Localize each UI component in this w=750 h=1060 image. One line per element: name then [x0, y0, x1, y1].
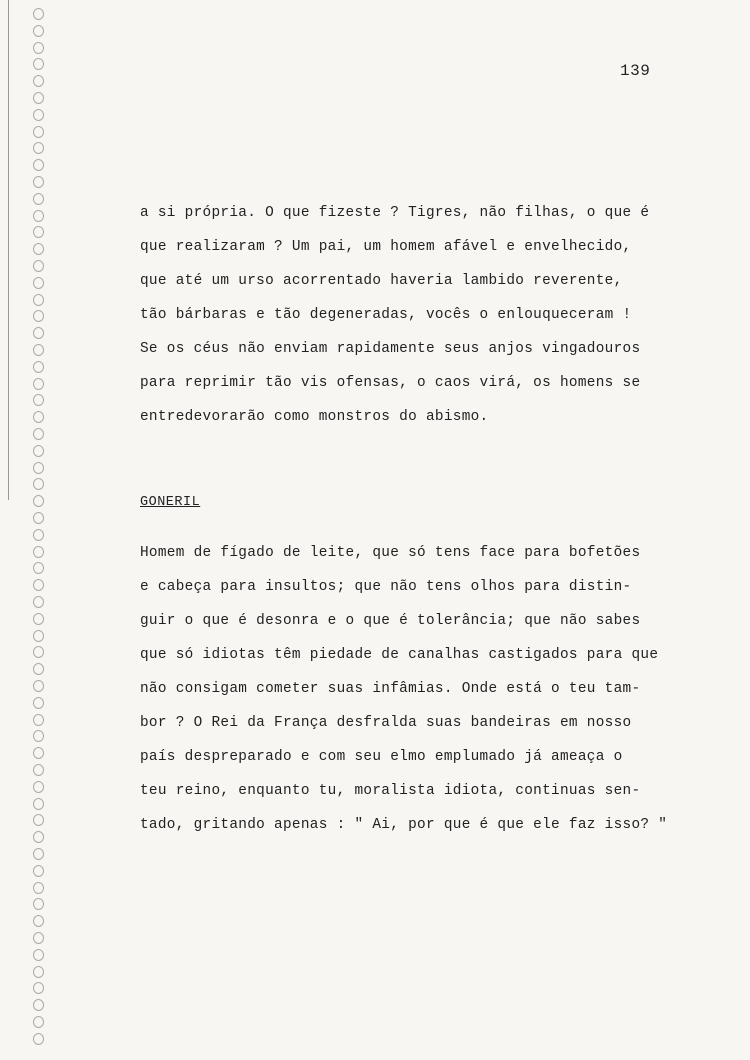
punch-hole — [33, 462, 44, 474]
punch-hole — [33, 294, 44, 306]
punch-hole — [33, 277, 44, 289]
punch-hole — [33, 898, 44, 910]
punch-hole — [33, 75, 44, 87]
punch-hole — [33, 142, 44, 154]
punch-hole — [33, 92, 44, 104]
punch-hole — [33, 327, 44, 339]
text-line: para reprimir tão vis ofensas, o caos virá, os homens se — [140, 375, 641, 391]
punch-hole — [33, 176, 44, 188]
punch-hole — [33, 814, 44, 826]
text-line: e cabeça para insultos; que não tens olhos para distin- — [140, 579, 632, 595]
text-line: tão bárbaras e tão degeneradas, vocês o enlouqueceram ! — [140, 307, 632, 323]
punch-hole — [33, 714, 44, 726]
punch-hole — [33, 999, 44, 1011]
paragraph-lear-speech — [140, 196, 680, 434]
punch-hole — [33, 613, 44, 625]
punch-hole — [33, 764, 44, 776]
punch-holes — [33, 8, 47, 1048]
punch-hole — [33, 445, 44, 457]
punch-hole — [33, 798, 44, 810]
punch-hole — [33, 1016, 44, 1028]
punch-hole — [33, 58, 44, 70]
punch-hole — [33, 411, 44, 423]
punch-hole — [33, 495, 44, 507]
punch-hole — [33, 730, 44, 742]
punch-hole — [33, 646, 44, 658]
punch-hole — [33, 478, 44, 490]
punch-hole — [33, 378, 44, 390]
punch-hole — [33, 697, 44, 709]
punch-hole — [33, 428, 44, 440]
punch-hole — [33, 8, 44, 20]
punch-hole — [33, 949, 44, 961]
punch-hole — [33, 630, 44, 642]
punch-hole — [33, 361, 44, 373]
text-line: Homem de fígado de leite, que só tens face para bofetões — [140, 545, 641, 561]
text-line: Se os céus não enviam rapidamente seus anjos vingadouros — [140, 341, 641, 357]
text-line: país despreparado e com seu elmo emplumado já ameaça o — [140, 749, 623, 765]
text-line: não consigam cometer suas infâmias. Onde está o teu tam- — [140, 681, 641, 697]
punch-hole — [33, 848, 44, 860]
text-line: entredevorarão como monstros do abismo. — [140, 409, 489, 425]
text-line: que realizaram ? Um pai, um homem afável e envelhecido, — [140, 239, 632, 255]
punch-hole — [33, 310, 44, 322]
punch-hole — [33, 562, 44, 574]
text-line: guir o que é desonra e o que é tolerância; que não sabes — [140, 613, 641, 629]
text-line: a si própria. O que fizeste ? Tigres, não filhas, o que é — [140, 205, 650, 221]
punch-hole — [33, 210, 44, 222]
punch-hole — [33, 25, 44, 37]
text-line: teu reino, enquanto tu, moralista idiota, continuas sen- — [140, 783, 641, 799]
punch-hole — [33, 193, 44, 205]
punch-hole — [33, 226, 44, 238]
punch-hole — [33, 1033, 44, 1045]
punch-hole — [33, 529, 44, 541]
text-line: tado, gritando apenas : " Ai, por que é que ele faz isso? " — [140, 817, 668, 833]
punch-hole — [33, 982, 44, 994]
punch-hole — [33, 579, 44, 591]
punch-hole — [33, 243, 44, 255]
punch-hole — [33, 344, 44, 356]
punch-hole — [33, 260, 44, 272]
text-line: que até um urso acorrentado haveria lambido reverente, — [140, 273, 623, 289]
paragraph-goneril-speech — [140, 536, 680, 842]
punch-hole — [33, 42, 44, 54]
punch-hole — [33, 109, 44, 121]
punch-hole — [33, 865, 44, 877]
punch-hole — [33, 394, 44, 406]
page-number: 139 — [620, 62, 651, 80]
punch-hole — [33, 512, 44, 524]
text-line: que só idiotas têm piedade de canalhas castigados para que — [140, 647, 659, 663]
binding-edge — [8, 0, 9, 500]
speaker-name: GONERIL — [140, 495, 201, 510]
punch-hole — [33, 596, 44, 608]
punch-hole — [33, 781, 44, 793]
punch-hole — [33, 680, 44, 692]
punch-hole — [33, 915, 44, 927]
punch-hole — [33, 831, 44, 843]
punch-hole — [33, 126, 44, 138]
punch-hole — [33, 932, 44, 944]
text-line: bor ? O Rei da França desfralda suas bandeiras em nosso — [140, 715, 632, 731]
punch-hole — [33, 663, 44, 675]
punch-hole — [33, 882, 44, 894]
punch-hole — [33, 966, 44, 978]
punch-hole — [33, 747, 44, 759]
punch-hole — [33, 159, 44, 171]
punch-hole — [33, 546, 44, 558]
